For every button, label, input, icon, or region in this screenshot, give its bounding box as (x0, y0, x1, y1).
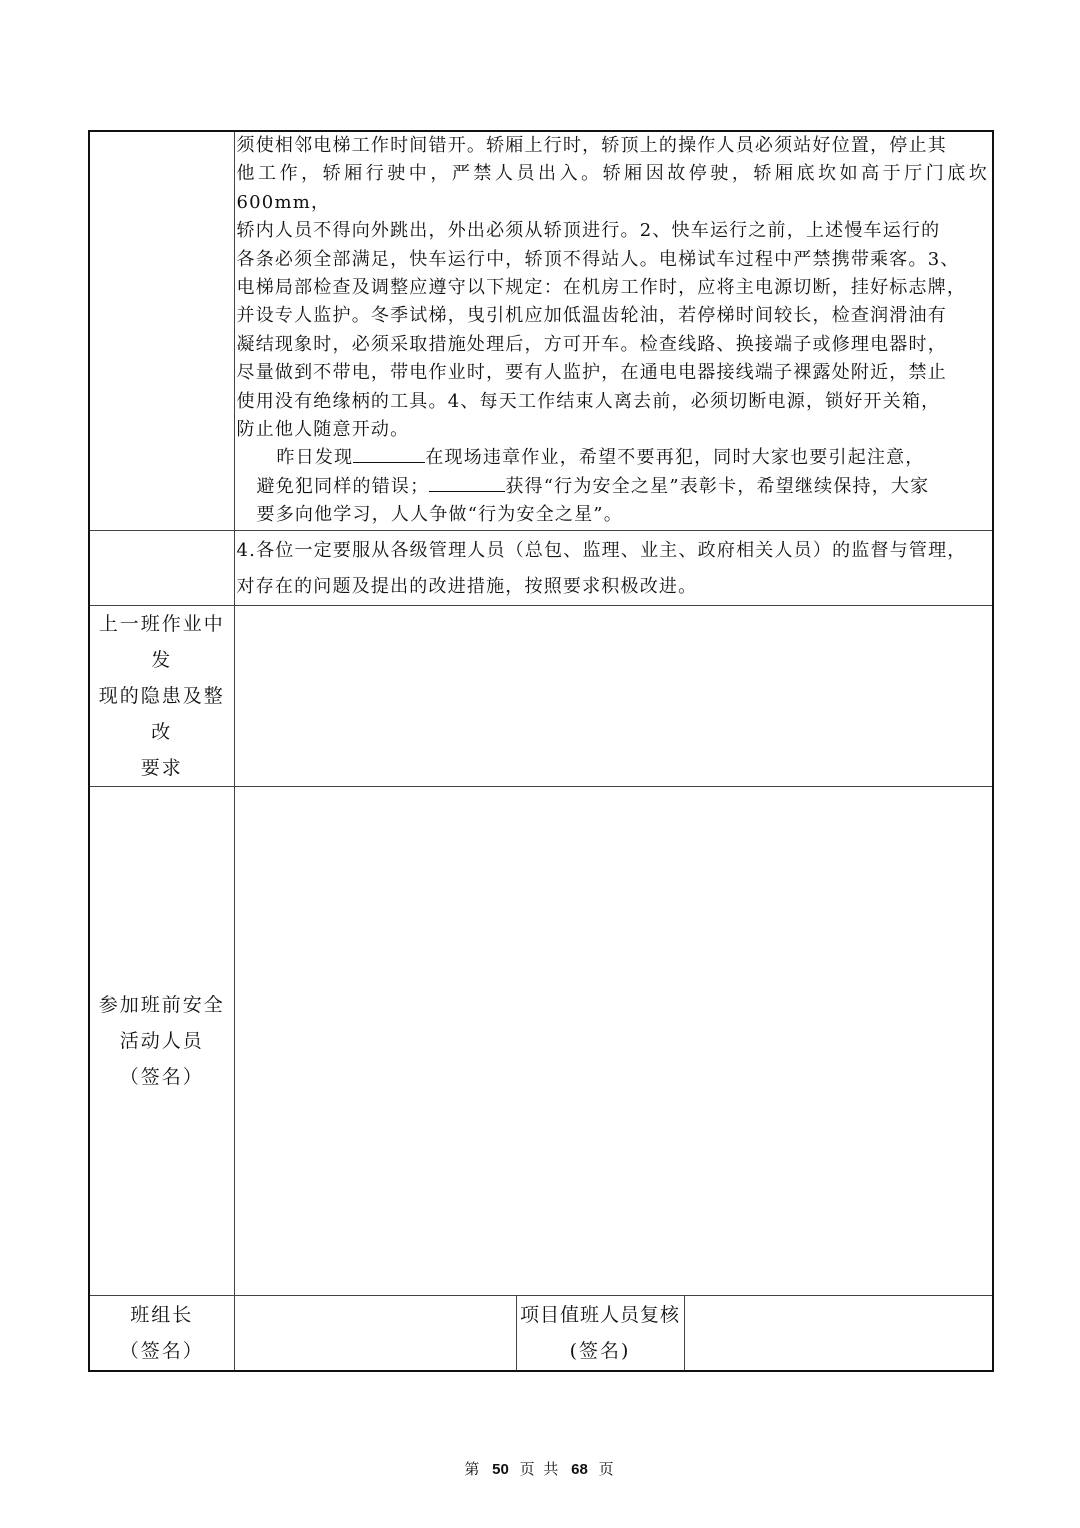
safety-line: 电梯局部检查及调整应遵守以下规定：在机房工作时，应将主电源切断，挂好标志牌， (236, 277, 967, 299)
participants-signature-field[interactable] (234, 786, 993, 1295)
safety-content-row (89, 131, 993, 530)
reviewer-signature-field[interactable] (684, 1295, 993, 1371)
star-name-blank[interactable] (429, 473, 505, 492)
safety-line: 尽量做到不带电，带电作业时，要有人监护，在通电电器接线端子裸露处附近，禁止 (236, 362, 947, 384)
team-leader-sign-text: （签名） (119, 1339, 204, 1362)
safety-line: 各条必须全部满足，快车运行中，轿顶不得站人。电梯试车过程中严禁携带乘客。3、 (236, 248, 960, 270)
feedback-text: 获得“行为安全之星”表彰卡，希望继续保持，大家 (505, 475, 930, 497)
reviewer-label-text: 项目值班人员复核 (519, 1303, 680, 1326)
item4-cell (234, 530, 993, 605)
team-leader-signature-field[interactable] (234, 1295, 516, 1371)
team-leader-label (89, 1295, 234, 1371)
page-footer (0, 1458, 1080, 1479)
empty-label-cell (89, 530, 234, 605)
footer-suffix: 页 (598, 1460, 616, 1478)
signature-row (89, 1295, 993, 1371)
footer-prefix: 第 (464, 1460, 482, 1478)
item4-text (235, 531, 993, 605)
safety-text-cell (234, 131, 993, 530)
feedback-text: 昨日发现 (276, 447, 354, 469)
footer-middle: 页 共 (519, 1460, 561, 1478)
hazards-label-line: 现的隐患及整改 (98, 684, 225, 743)
reviewer-sign-text: (签名) (569, 1339, 631, 1362)
participants-label-line: 参加班前安全 (98, 993, 225, 1016)
item4-line: 4.各位一定要服从各级管理人员（总包、监理、业主、政府相关人员）的监督与管理， (236, 539, 967, 561)
hazards-field[interactable] (234, 605, 993, 786)
team-leader-label-text: 班组长 (130, 1303, 194, 1326)
feedback-line-3: 要多向他学习，人人争做“行为安全之星”。 (256, 504, 623, 526)
safety-line: 使用没有绝缘柄的工具。4、每天工作结束人离去前，必须切断电源，锁好开关箱， (236, 390, 941, 412)
violator-name-blank[interactable] (353, 444, 425, 463)
safety-line: 须使相邻电梯工作时间错开。轿厢上行时，轿顶上的操作人员必须站好位置，停止其 (236, 135, 947, 156)
safety-line: 凝结现象时，必须采取措施处理后，方可开车。检查线路、换接端子或修理电器时， (236, 333, 947, 355)
current-page-number: 50 (492, 1461, 509, 1478)
participants-label-line: 活动人员 (119, 1029, 204, 1052)
safety-line: 轿内人员不得向外跳出，外出必须从轿顶进行。2、快车运行之前，上述慢车运行的 (236, 220, 941, 242)
safety-line: 他工作，轿厢行驶中，严禁人员出入。轿厢因故停驶，轿厢底坎如高于厅门底坎600mm， (236, 163, 988, 213)
item4-line: 对存在的问题及提出的改进措施，按照要求积极改进。 (236, 575, 698, 597)
safety-briefing-form (88, 130, 994, 1372)
empty-label-cell (89, 131, 234, 530)
safety-line: 防止他人随意开动。 (236, 419, 410, 441)
hazards-label (89, 605, 234, 786)
hazards-label-line: 上一班作业中发 (98, 612, 225, 671)
safety-paragraph (235, 132, 993, 530)
hazards-label-line: 要求 (140, 756, 183, 779)
participants-label-line: （签名） (119, 1065, 204, 1088)
total-page-number: 68 (571, 1461, 588, 1478)
hazards-row (89, 605, 993, 786)
feedback-line-1 (237, 444, 989, 472)
safety-line: 并设专人监护。冬季试梯，曳引机应加低温齿轮油，若停梯时间较长，检查润滑油有 (236, 305, 947, 327)
feedback-text: 在现场违章作业，希望不要再犯，同时大家也要引起注意， (425, 447, 925, 469)
reviewer-label (516, 1295, 684, 1371)
feedback-line-2 (237, 473, 989, 501)
item4-row (89, 530, 993, 605)
feedback-text: 避免犯同样的错误； (256, 475, 430, 497)
participants-label (89, 786, 234, 1295)
participants-row (89, 786, 993, 1295)
